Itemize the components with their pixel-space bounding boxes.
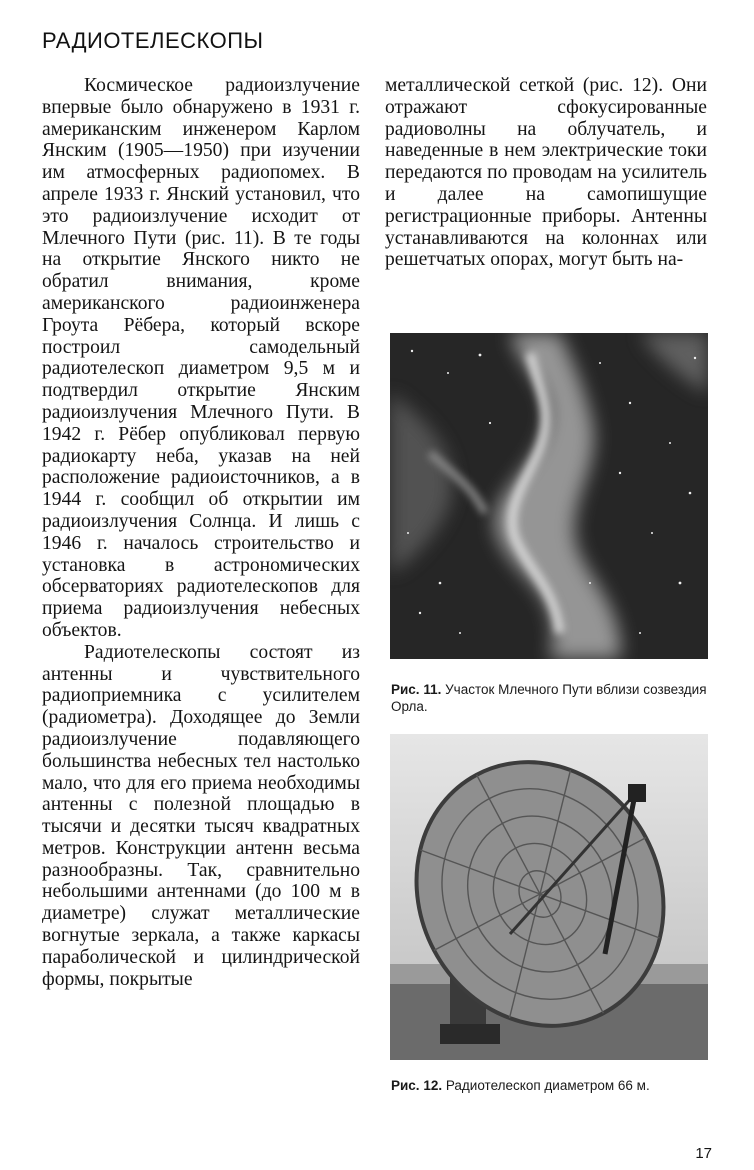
figure-11-caption	[391, 681, 713, 715]
paragraph-construction: Радиотелескопы состоят из антенны и чувствительного радиоприемника с усилителем (радиометра). Доходящее до Земли радиоизлучение подавляющего большинства небесных тел настолько мало, что для его приема необходимы антенны с полезной площадью в тысячи и десятки тысяч квадратных метров. Конструкции антенн весьма разнообразны. Так, сравнительно небольшими антеннами (до 100 м в диаметре) служат металлические вогнутые зеркала, а также каркасы параболической и цилиндрической формы, покрытые	[42, 641, 360, 990]
paragraph-discovery: Космическое радиоизлучение впервые было обнаружено в 1931 г. американским инженером Карлом Янским (1905—1950) при изучении им атмосферных радиопомех. В апреле 1933 г. Янский установил, что это радиоизлучение исходит от Млечного Пути (рис. 11). В те годы на открытие Янского никто не обратил внимания, кроме американского радиоинженера Гроута Рёбера, который вскоре построил самодельный радиотелескоп диаметром 9,5 м и подтвердил открытие Янским радиоизлучения Млечного Пути. В 1942 г. Рёбер опубликовал первую радиокарту неба, указав на ней расположение радиоисточников, а в 1944 г. сообщил об открытии им радиоизлучения Солнца. И лишь с 1946 г. началось строительство и установка в астрономических обсерваториях радиотелескопов для приема радиоизлучения небесных объектов.	[42, 75, 360, 641]
paragraph-continuation: металлической сеткой (рис. 12). Они отражают сфокусированные радиоволны на облучатель, и наведенные в нем электрические токи передаются по проводам на усилитель и далее на самопишущие регистрационные приборы. Антенны устанавливаются на колоннах или решетчатых опорах, могут быть на-	[385, 75, 707, 271]
milky-way-photo	[390, 333, 708, 659]
left-column	[42, 75, 360, 990]
figure-11-label: Рис. 11.	[391, 682, 442, 697]
radio-telescope-photo	[390, 734, 708, 1060]
section-heading: РАДИОТЕЛЕСКОПЫ	[42, 28, 264, 53]
figure-12-text: Радиотелескоп диаметром 66 м.	[445, 1078, 650, 1093]
page-number: 17	[695, 1145, 712, 1162]
figure-11-text: Участок Млечного Пути вблизи созвездия Орла.	[391, 682, 707, 714]
right-column	[385, 75, 707, 271]
figure-12-caption	[391, 1077, 713, 1094]
figure-12-label: Рис. 12.	[391, 1078, 443, 1093]
